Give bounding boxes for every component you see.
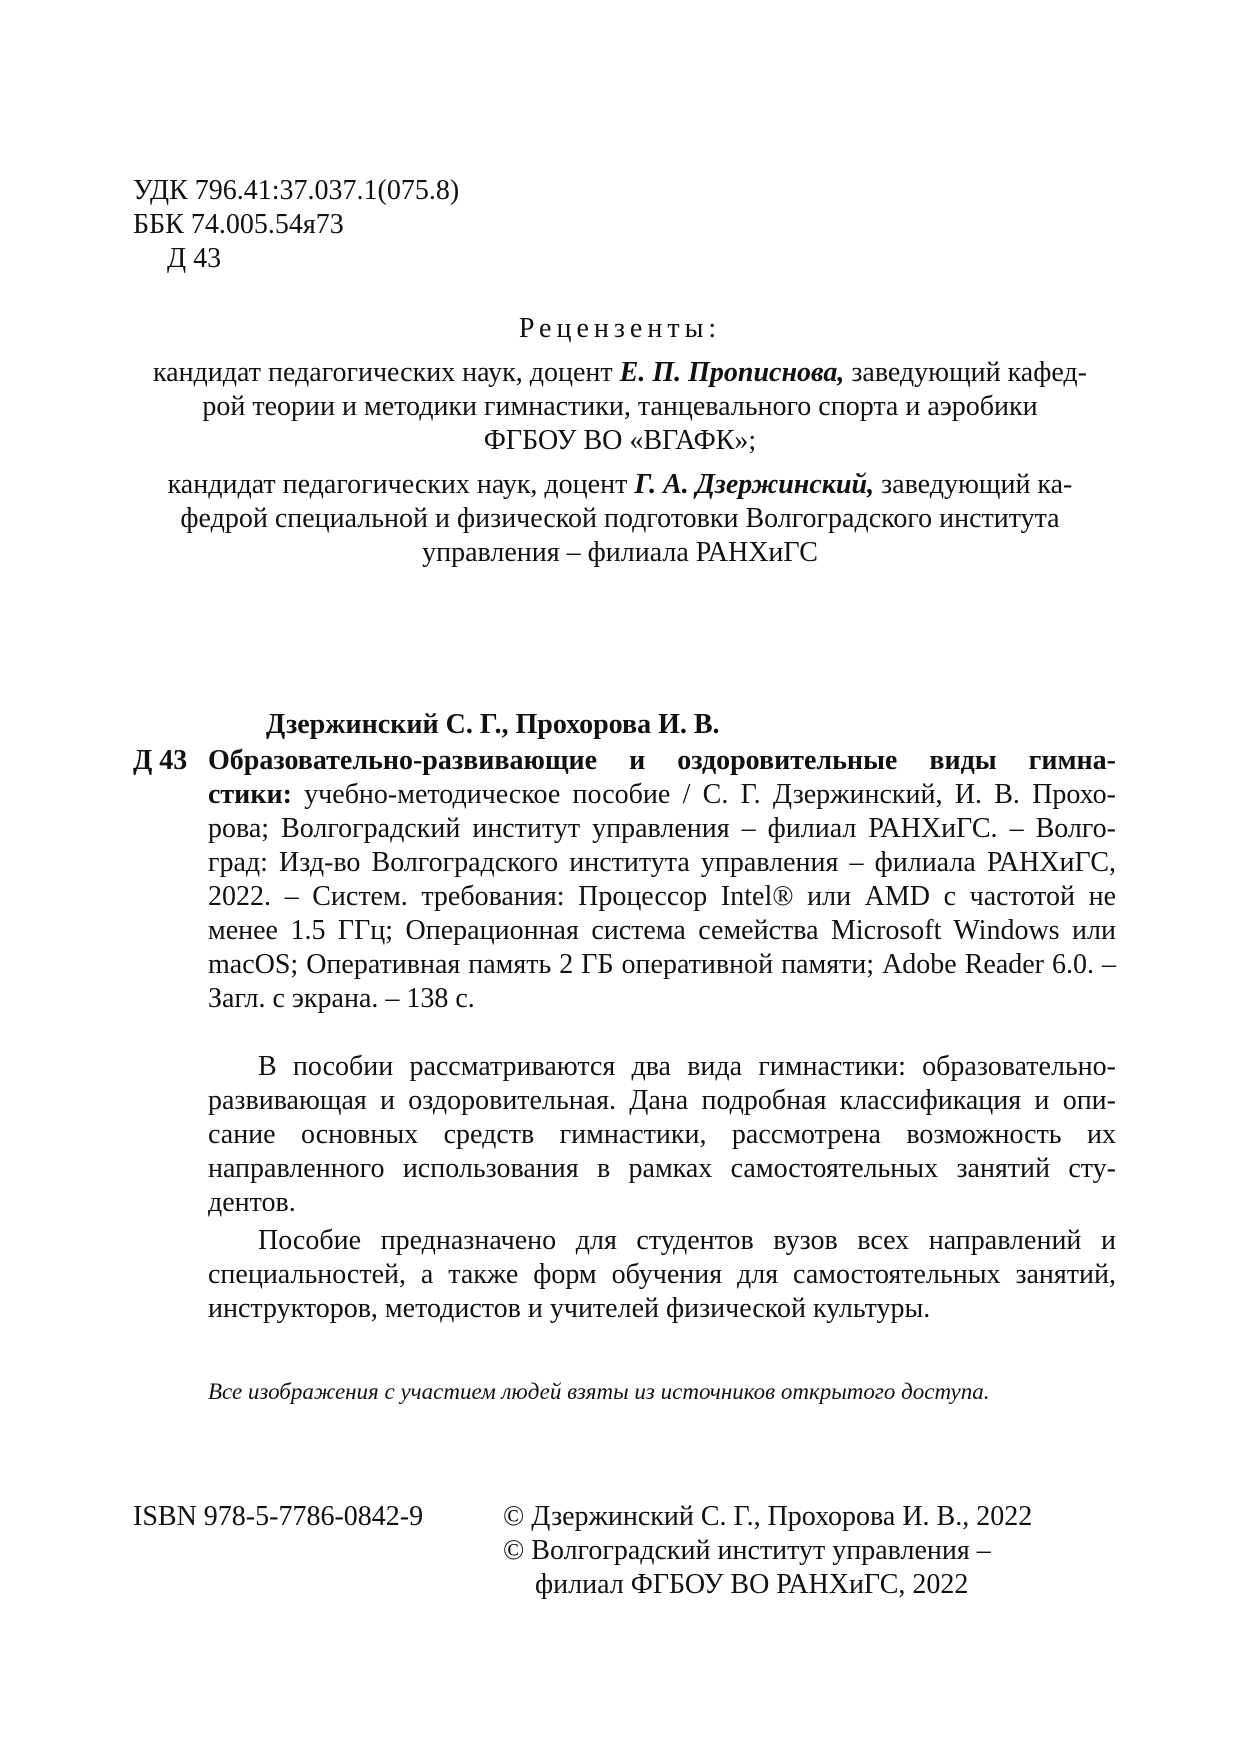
image-source-note: Все изображения с участием людей взяты из источников открытого доступа.	[208, 1379, 990, 1404]
bib-code: Д 43	[133, 745, 188, 776]
bib-line: Загл. с экрана. – 138 с.	[208, 983, 475, 1014]
copyright-authors: © Дзержинский С. Г., Прохорова И. В., 2022	[503, 1501, 1033, 1532]
reviewer-1-degree: кандидат педагогических наук, доцент	[152, 357, 620, 388]
bib-line	[208, 744, 1116, 778]
copyright-institute: © Волгоградский институт управления –	[503, 1535, 991, 1566]
annotation-line: специальностей, а также форм обучения для самостоятельных занятий,	[208, 1259, 1116, 1290]
reviewer-2-line-2: федрой специальной и физической подготовки Волгоградского института	[180, 503, 1060, 534]
reviewer-2	[120, 468, 1120, 570]
bib-title-end: стики:	[208, 779, 292, 810]
reviewer-2-line-3: управления – филиала РАНХиГС	[422, 537, 818, 568]
annotation-line: направленного использования в рамках самостоятельных занятий сту-	[208, 1153, 1116, 1184]
bibliographic-record	[208, 744, 1116, 1016]
bib-description: учебно-методическое пособие / С. Г. Дзержинский, И. В. Прохо-	[291, 779, 1116, 810]
reviewer-2-position: заведующий ка-	[874, 469, 1073, 500]
reviewers-title: Рецензенты:	[518, 313, 722, 344]
reviewer-1-line-2: рой теории и методики гимнастики, танцевального спорта и аэробики	[202, 391, 1038, 422]
bib-line: macOS; Оперативная память 2 ГБ оперативной памяти; Adobe Reader 6.0. –	[208, 949, 1116, 980]
bib-title: Образовательно-развивающие и оздоровительные виды гимна-	[208, 745, 1116, 776]
bib-line	[208, 778, 1116, 812]
reviewer-2-degree: кандидат педагогических наук, доцент	[167, 469, 635, 500]
annotation-line: Пособие предназначено для студентов вузов всех направлений и	[258, 1225, 1116, 1256]
annotation-line: сание основных средств гимнастики, рассмотрена возможность их	[208, 1119, 1116, 1150]
reviewer-1-line-3: ФГБОУ ВО «ВГАФК»;	[483, 425, 757, 456]
bib-line: 2022. – Систем. требования: Процессор Intel® или AMD с частотой не	[208, 881, 1116, 912]
bbk-code: ББК 74.005.54я73	[133, 209, 344, 240]
author-mark: Д 43	[167, 243, 222, 274]
copyright-block	[503, 1500, 1032, 1602]
reviewer-1-name: Е. П. Прописнова,	[619, 357, 845, 388]
reviewer-1-position: заведующий кафед-	[844, 357, 1088, 388]
bib-line: град: Изд-во Волгоградского института управления – филиала РАНХиГС,	[208, 847, 1116, 878]
bib-authors: Дзержинский С. Г., Прохорова И. В.	[266, 709, 720, 740]
classification-codes	[133, 174, 459, 276]
bib-line: рова; Волгоградский институт управления – филиал РАНХиГС. – Волго-	[208, 813, 1116, 844]
annotation-line: дентов.	[208, 1187, 296, 1218]
udk-code: УДК 796.41:37.037.1(075.8)	[133, 175, 460, 206]
reviewer-1	[120, 356, 1120, 458]
annotation-line: В пособии рассматриваются два вида гимнастики: образовательно-	[258, 1051, 1116, 1082]
annotation	[208, 1050, 1116, 1326]
reviewer-1-line-1	[120, 356, 1120, 390]
isbn: ISBN 978-5-7786-0842-9	[133, 1501, 424, 1532]
annotation-line: инструкторов, методистов и учителей физической культуры.	[208, 1293, 931, 1324]
copyright-institute-cont: филиал ФГБОУ ВО РАНХиГС, 2022	[535, 1569, 969, 1600]
annotation-line: развивающая и оздоровительная. Дана подробная классификация и опи-	[208, 1085, 1116, 1116]
reviewer-2-name: Г. А. Дзержинский,	[634, 469, 875, 500]
bib-line: менее 1.5 ГГц; Операционная система семейства Microsoft Windows или	[208, 915, 1116, 946]
reviewer-2-line-1	[120, 468, 1120, 502]
